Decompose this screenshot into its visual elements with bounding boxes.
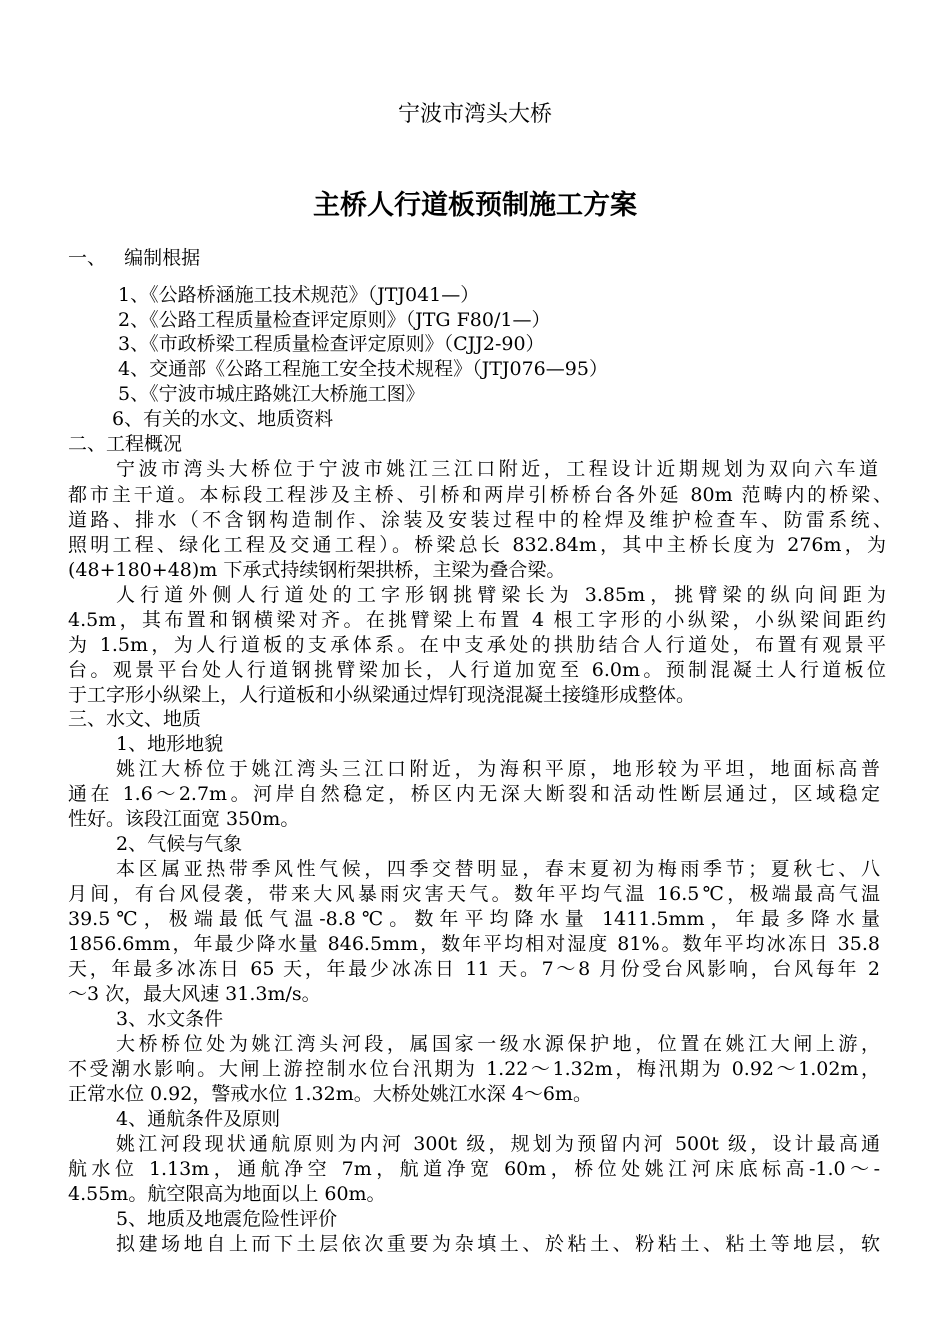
paragraph-line: 1856.6mm，年最少降水量 846.5mm，数年平均相对湿度 81%。数年平均冰冻日 35.8 [68, 933, 880, 955]
basis-item: 5、《宁波市城庄路姚江大桥施工图》 [118, 383, 425, 405]
basis-item: 3、《市政桥梁工程质量检查评定原则》（CJJ2-90） [118, 333, 545, 355]
subsection-heading: 3、水文条件 [116, 1008, 224, 1030]
document-title: 主桥人行道板预制施工方案 [313, 190, 637, 221]
paragraph-line: 航水位 1.13m，通航净空 7m，航道净宽 60m，桥位处姚江河床底标高-1.0～- [68, 1158, 880, 1180]
paragraph-line: 本区属亚热带季风性气候，四季交替明显，春末夏初为梅雨季节；夏秋七、八 [116, 858, 880, 880]
paragraph-line: 月间，有台风侵袭，带来大风暴雨灾害天气。数年平均气温 16.5℃，极端最高气温 [68, 883, 880, 905]
paragraph-line: ～3 次，最大风速 31.3m/s。 [68, 983, 321, 1005]
paragraph-line: 道路、排水（不含钢构造制作、涂装及安装过程中的栓焊及维护检查车、防雷系统、 [68, 509, 892, 531]
basis-item: 1、《公路桥涵施工技术规范》（JTJ041—） [118, 284, 480, 306]
paragraph-line: 天，年最多冰冻日 65 天，年最少冰冻日 11 天。7～8 月份受台风影响，台风每年 2 [68, 958, 880, 980]
subsection-heading: 4、通航条件及原则 [116, 1108, 281, 1130]
paragraph-line: 39.5℃，极端最低气温-8.8℃。数年平均降水量 1411.5mm，年最多降水量 [68, 908, 880, 930]
paragraph-line: 姚江大桥位于姚江湾头三江口附近，为海积平原，地形较为平坦，地面标高普 [116, 758, 880, 780]
paragraph-line: (48+180+48)m 下承式持续钢桁架拱桥，主梁为叠合梁。 [68, 559, 566, 581]
document-subtitle: 宁波市湾头大桥 [397, 102, 552, 127]
paragraph-line: 4.55m。航空限高为地面以上 60m。 [68, 1183, 386, 1205]
paragraph-line: 不受潮水影响。大闸上游控制水位台汛期为 1.22～1.32m，梅汛期为 0.92～1.02m， [68, 1058, 880, 1080]
basis-item: 6、有关的水文、地质资料 [112, 408, 334, 430]
subsection-heading: 2、气候与气象 [116, 833, 243, 855]
paragraph-line: 台。观景平台处人行道钢挑臂梁加长，人行道加宽至 6.0m。预制混凝土人行道板位 [68, 659, 886, 681]
paragraph-line: 4.5m，其布置和钢横梁对齐。在挑臂梁上布置 4 根工字形的小纵梁，小纵梁间距约 [68, 609, 886, 631]
paragraph-line: 通在 1.6～2.7m。河岸自然稳定，桥区内无深大断裂和活动性断层通过，区域稳定 [68, 783, 880, 805]
basis-item: 4、交通部《公路工程施工安全技术规程》（JTJ076—95） [118, 358, 608, 380]
paragraph-line: 大桥桥位处为姚江湾头河段，属国家一级水源保护地，位置在姚江大闸上游， [116, 1033, 880, 1055]
subsection-heading: 1、地形地貌 [116, 733, 224, 755]
basis-item: 2、《公路工程质量检查评定原则》（JTG F80/1—） [118, 309, 551, 331]
subsection-heading: 5、地质及地震危险性评价 [116, 1208, 338, 1230]
section-heading-hydrology-geology: 三、水文、地质 [68, 708, 202, 730]
paragraph-line: 都市主干道。本标段工程涉及主桥、引桥和两岸引桥桥台各外延 80m 范畴内的桥梁、 [68, 484, 892, 506]
paragraph-line: 宁波市湾头大桥位于宁波市姚江三江口附近，工程设计近期规划为双向六车道 [116, 458, 878, 480]
paragraph-line: 照明工程、绿化工程及交通工程）。桥梁总长 832.84m，其中主桥长度为 276m，为 [68, 534, 886, 556]
paragraph-line: 拟建场地自上而下土层依次重要为杂填土、於粘土、粉粘土、粘土等地层，软 [116, 1233, 880, 1255]
paragraph-line: 为 1.5m，为人行道板的支承体系。在中支承处的拱肋结合人行道处，布置有观景平 [68, 634, 886, 656]
paragraph-line: 于工字形小纵梁上，人行道板和小纵梁通过焊钉现浇混凝土接缝形成整体。 [68, 684, 696, 706]
section-heading-overview: 二、工程概况 [68, 433, 183, 455]
paragraph-line: 正常水位 0.92，警戒水位 1.32m。大桥处姚江水深 4～6m。 [68, 1083, 592, 1105]
paragraph-line: 姚江河段现状通航原则为内河 300t 级，规划为预留内河 500t 级，设计最高通 [116, 1133, 880, 1155]
paragraph-line: 性好。该段江面宽 350m。 [68, 808, 300, 830]
section-heading-basis: 一、 编制根据 [68, 247, 201, 269]
paragraph-line: 人行道外侧人行道处的工字形钢挑臂梁长为 3.85m，挑臂梁的纵向间距为 [116, 584, 886, 606]
